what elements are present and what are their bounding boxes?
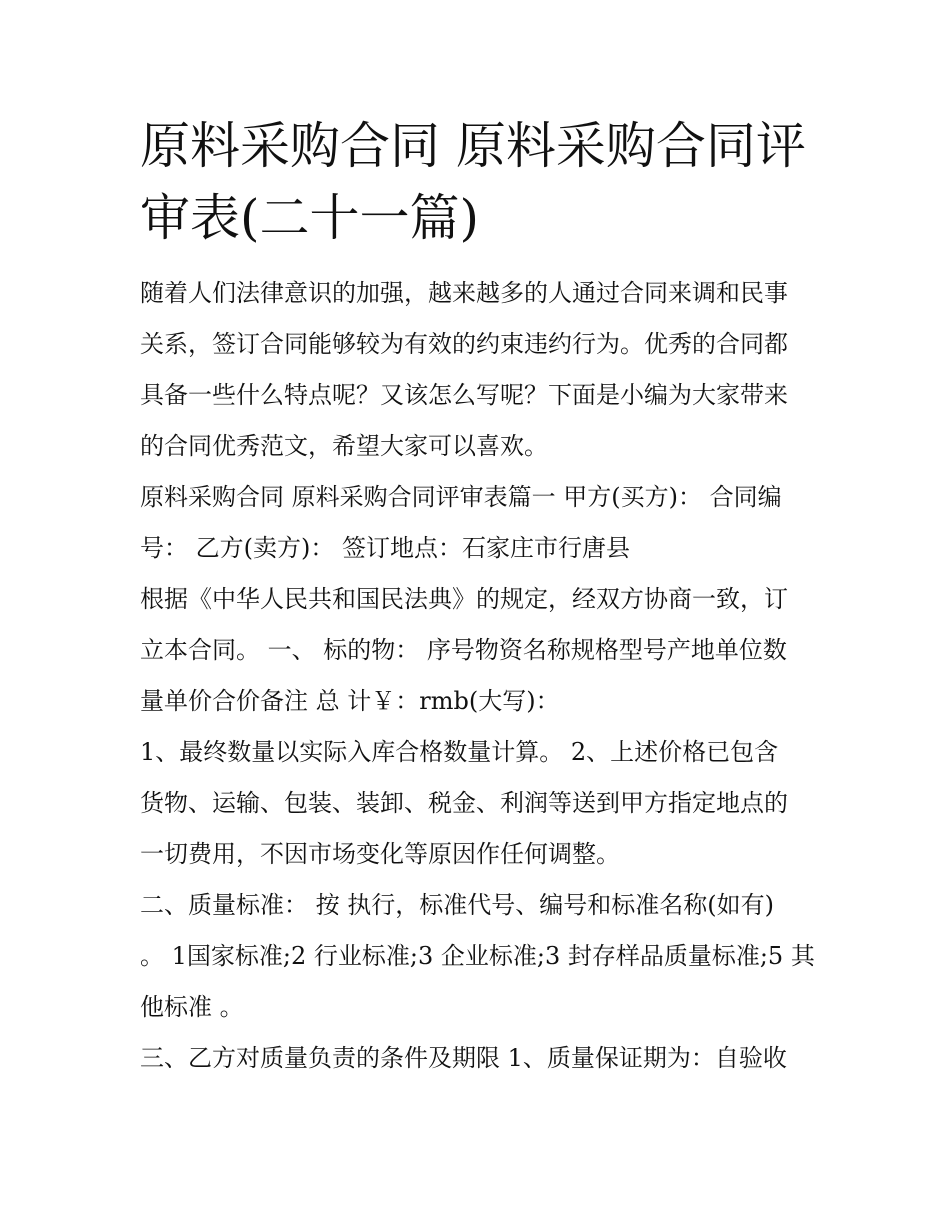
text-line: 随着人们法律意识的加强，越来越多的人通过合同来调和民事 xyxy=(140,279,788,307)
text-line: 的合同优秀范文，希望大家可以喜欢。 xyxy=(140,432,548,460)
quantity-price-paragraph xyxy=(140,727,812,880)
text-line: 一切费用，不因市场变化等原因作任何调整。 xyxy=(140,840,620,868)
contract-header-paragraph xyxy=(140,472,812,574)
text-line: 量单价合价备注 总 计￥：rmb(大写)： xyxy=(140,687,560,715)
document-title xyxy=(140,110,812,254)
subject-matter-paragraph xyxy=(140,574,812,727)
quality-responsibility-paragraph xyxy=(140,1033,812,1084)
intro-paragraph xyxy=(140,268,812,472)
text-line: 号： 乙方(卖方)： 签订地点：石家庄市行唐县 xyxy=(140,534,630,562)
text-line: 他标准 。 xyxy=(140,993,244,1021)
text-line: 原料采购合同 原料采购合同评审表篇一 甲方(买方)： 合同编 xyxy=(140,483,782,511)
text-line: 三、乙方对质量负责的条件及期限 1、质量保证期为：自验收 xyxy=(140,1044,787,1072)
title-line: 原料采购合同 原料采购合同评 xyxy=(140,117,806,175)
text-line: 。 1国家标准;2 行业标准;3 企业标准;3 封存样品质量标准;5 其 xyxy=(140,942,815,970)
text-line: 关系，签订合同能够较为有效的约束违约行为。优秀的合同都 xyxy=(140,330,788,358)
text-line: 具备一些什么特点呢？又该怎么写呢？下面是小编为大家带来 xyxy=(140,381,788,409)
text-line: 立本合同。 一、 标的物： 序号物资名称规格型号产地单位数 xyxy=(140,636,787,664)
text-line: 1、最终数量以实际入库合格数量计算。 2、上述价格已包含 xyxy=(140,738,779,766)
text-line: 根据《中华人民共和国民法典》的规定，经双方协商一致，订 xyxy=(140,585,788,613)
document-page xyxy=(140,110,815,1084)
text-line: 二、质量标准： 按 执行，标准代号、编号和标准名称(如有) xyxy=(140,891,774,919)
title-line: 审表(二十一篇) xyxy=(140,189,480,247)
text-line: 货物、运输、包装、装卸、税金、利润等送到甲方指定地点的 xyxy=(140,789,788,817)
quality-standard-paragraph xyxy=(140,880,815,1033)
